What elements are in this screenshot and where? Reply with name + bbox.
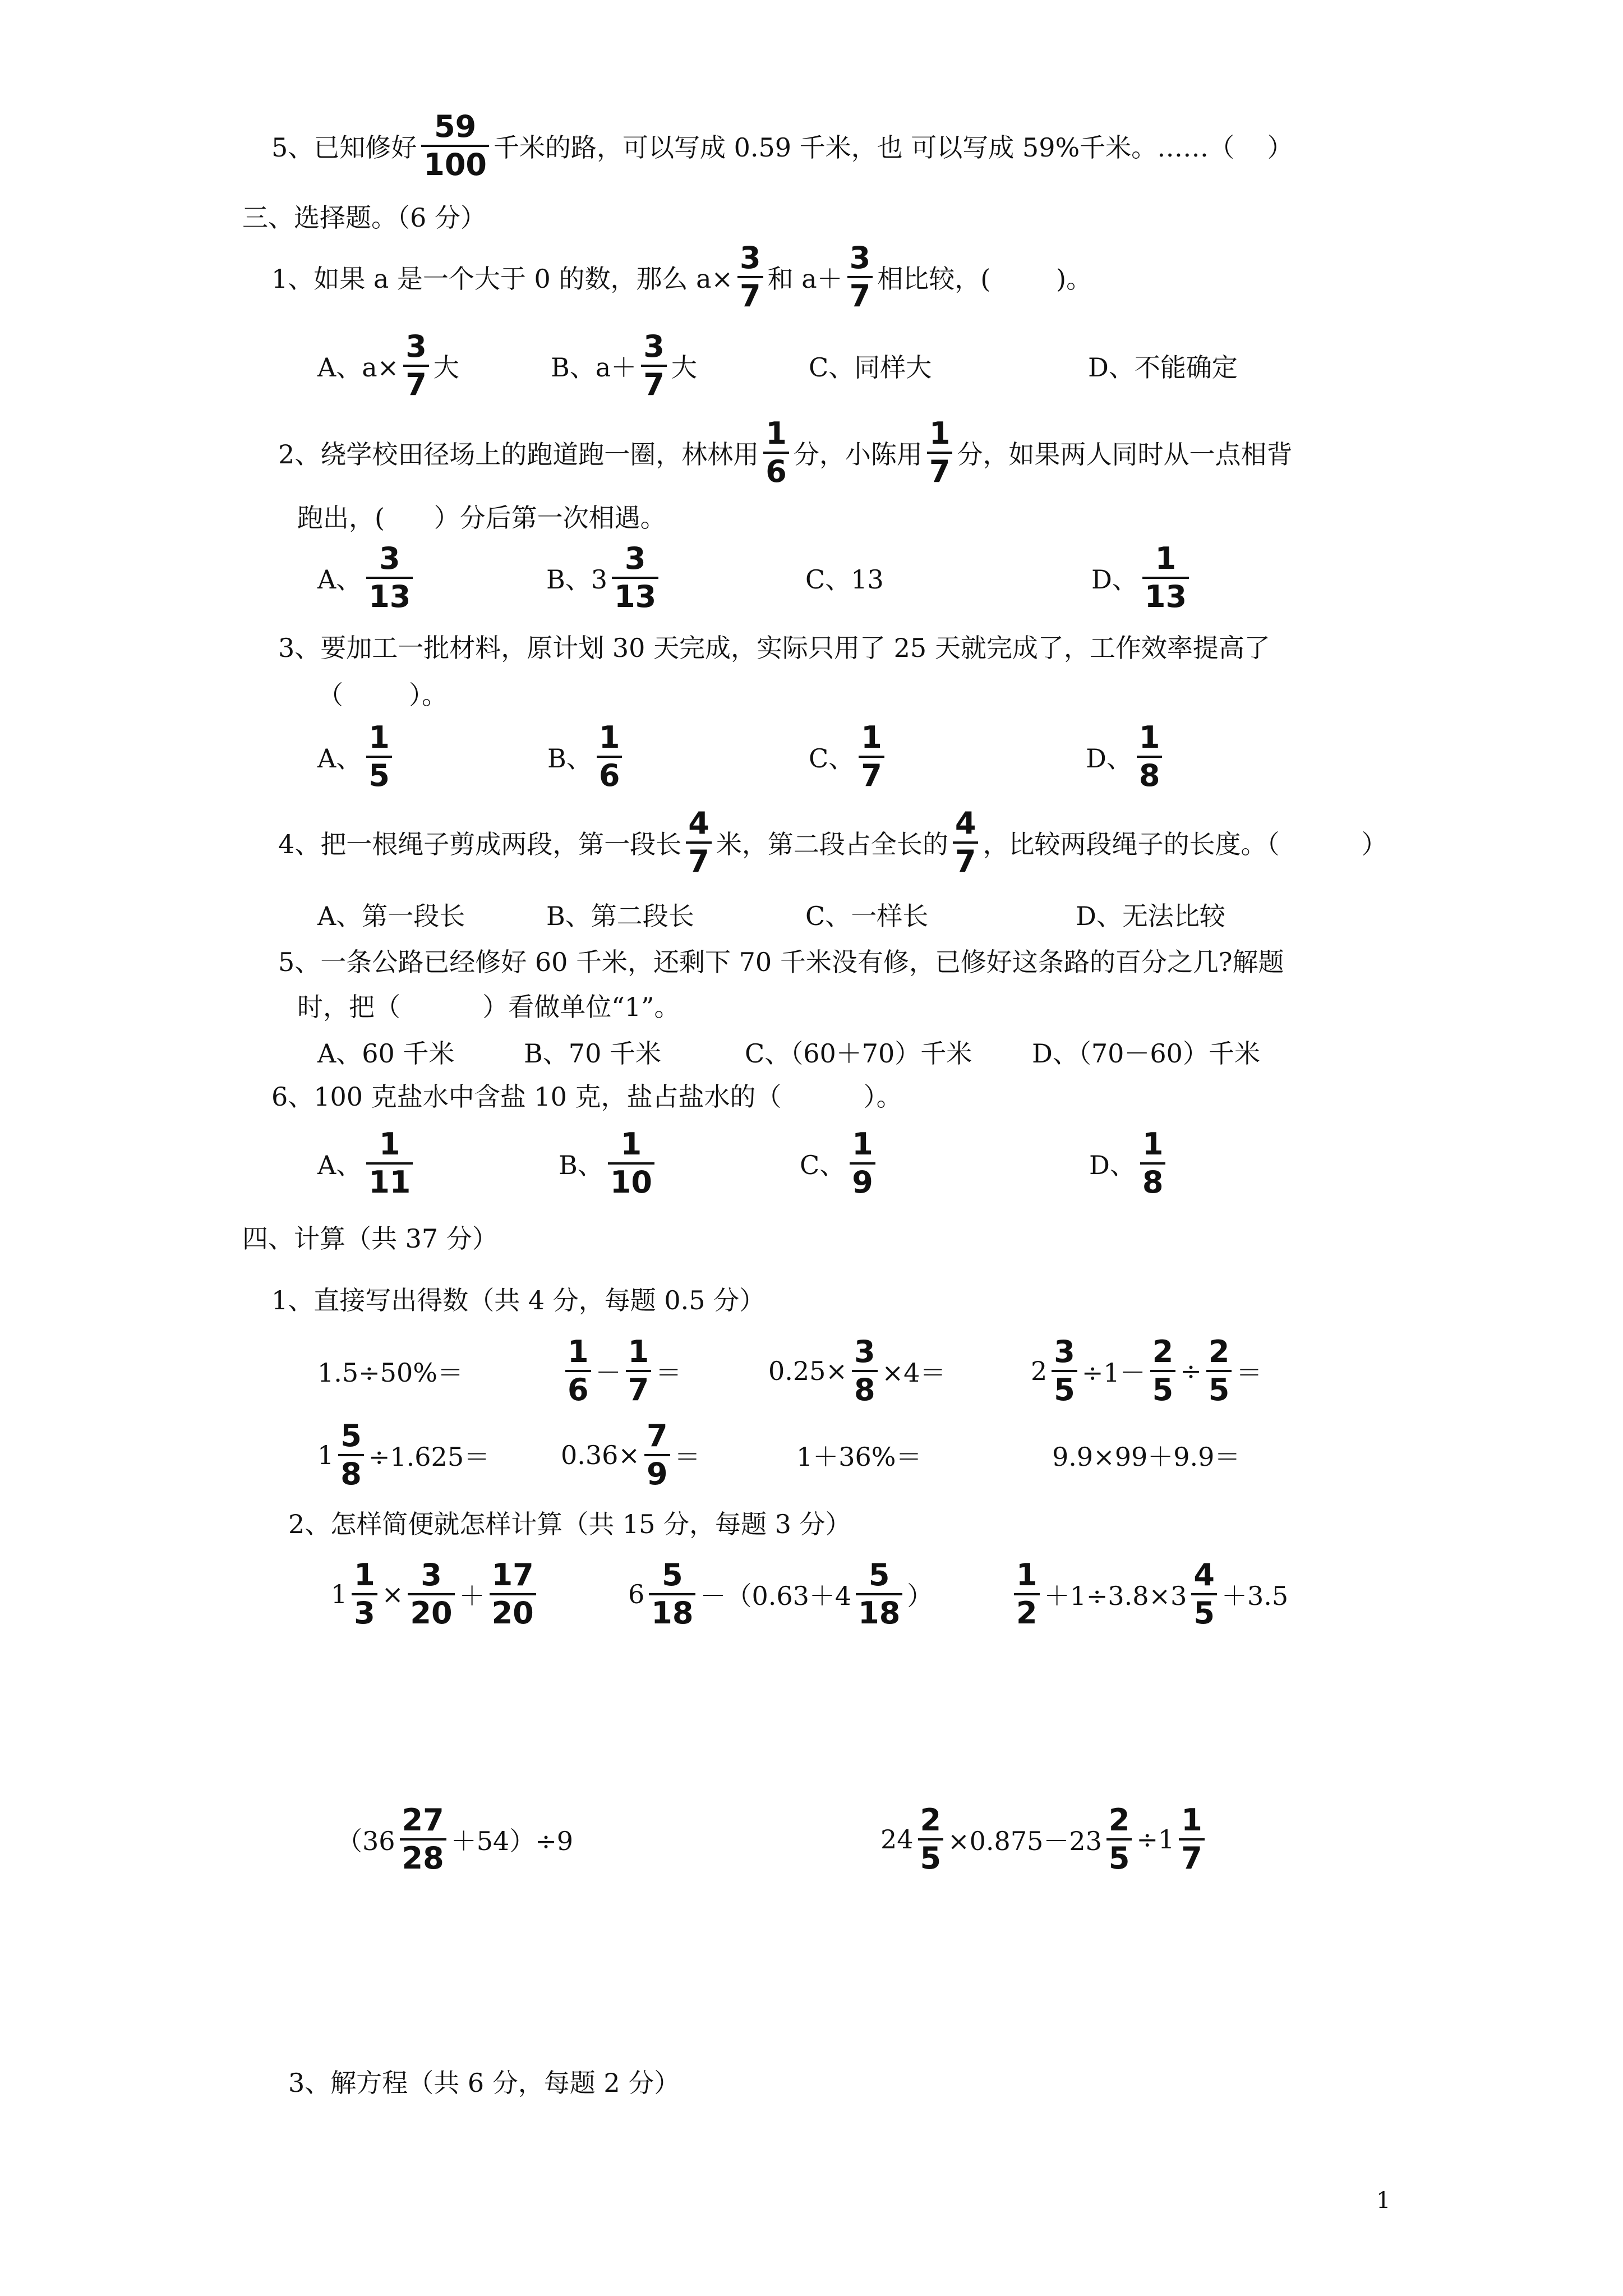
choice-question-4-options <box>0 898 1623 931</box>
fraction-numerator: 3 <box>740 240 761 275</box>
option-1 <box>628 1558 933 1630</box>
fraction-numerator: 1 <box>1138 719 1160 755</box>
section-4-heading: 四、计算（共 37 分） <box>242 1223 498 1254</box>
option-2 <box>796 1419 922 1491</box>
fraction-denominator: 5 <box>1191 1593 1217 1630</box>
text-segment: A、 <box>317 1150 362 1180</box>
fraction-denominator: 2 <box>1014 1593 1040 1630</box>
text-segment: A、60 千米 <box>317 1038 455 1069</box>
fraction <box>918 1803 944 1876</box>
text-segment: 6 <box>628 1579 645 1609</box>
fraction-numerator: 1 <box>1016 1557 1038 1593</box>
fraction <box>597 721 623 793</box>
fraction-numerator: 2 <box>1152 1333 1174 1369</box>
option-1 <box>524 1035 661 1069</box>
text-segment: ÷1 <box>1136 1824 1175 1855</box>
fraction <box>927 417 953 489</box>
fraction <box>847 241 873 314</box>
fraction-denominator: 28 <box>400 1838 446 1875</box>
fraction <box>1014 1558 1040 1631</box>
text-segment: × <box>381 1579 404 1609</box>
option-0 <box>317 898 465 931</box>
calc-part-1-row-1 <box>0 1335 1623 1407</box>
choice-question-4 <box>278 807 1387 878</box>
text-segment: －（0.63＋4 <box>700 1581 852 1611</box>
text-segment: （ ）。 <box>317 680 448 710</box>
fraction-numerator: 1 <box>1181 1802 1202 1838</box>
fraction-numerator: 1 <box>1142 1126 1164 1162</box>
fraction <box>1142 542 1189 614</box>
fraction-numerator: 1 <box>598 719 620 755</box>
fraction-numerator: 1 <box>568 1333 589 1369</box>
calc-part-1-title: 1、直接写出得数（共 4 分，每题 0.5 分） <box>271 1285 766 1315</box>
fraction-numerator: 1 <box>852 1126 873 1162</box>
fraction-denominator: 18 <box>649 1593 695 1630</box>
text-segment: C、 <box>800 1150 846 1180</box>
fraction-denominator: 5 <box>1052 1370 1077 1407</box>
text-segment: 5、已知修好 <box>271 132 417 163</box>
fraction <box>953 807 979 879</box>
fraction <box>1206 1335 1232 1407</box>
choice-question-5-options <box>0 1035 1623 1069</box>
fraction-denominator: 7 <box>847 276 873 313</box>
fraction-numerator: 3 <box>643 328 665 364</box>
text-segment: D、（70－60）千米 <box>1032 1038 1260 1069</box>
fraction-numerator: 5 <box>340 1418 362 1453</box>
text-segment: ÷1－ <box>1081 1358 1146 1388</box>
fraction-numerator: 2 <box>920 1802 942 1838</box>
text-segment: B、 <box>547 743 592 774</box>
fraction-denominator: 18 <box>856 1593 902 1630</box>
fraction <box>400 1803 446 1876</box>
text-segment: ＋ <box>459 1581 485 1611</box>
text-segment: 1.5÷50%＝ <box>317 1358 463 1388</box>
fraction-denominator: 5 <box>1106 1838 1132 1875</box>
text-segment: 4、把一根绳子剪成两段，第一段长 <box>278 829 682 859</box>
fraction <box>1150 1335 1176 1407</box>
text-segment: A、第一段长 <box>317 901 465 931</box>
option-2 <box>800 1128 880 1199</box>
fraction-numerator: 1 <box>368 719 390 755</box>
fraction <box>565 1335 591 1407</box>
option-0 <box>317 1419 490 1491</box>
fraction <box>1140 1128 1166 1200</box>
fraction-numerator: 4 <box>1193 1557 1215 1593</box>
fraction-denominator: 10 <box>608 1162 654 1199</box>
text-segment: 0.36× <box>561 1440 640 1470</box>
text-segment: D、 <box>1089 1150 1136 1180</box>
fraction-numerator: 4 <box>955 805 976 841</box>
fraction-numerator: 3 <box>854 1333 875 1369</box>
text-segment: ×0.875－23 <box>948 1826 1102 1856</box>
choice-question-1-options <box>0 330 1623 402</box>
fraction-denominator: 7 <box>403 365 429 402</box>
option-3 <box>1076 898 1225 931</box>
fraction <box>644 1419 670 1492</box>
text-segment: ，比较两段绳子的长度。（ ） <box>983 829 1387 859</box>
fraction <box>366 1128 413 1200</box>
fraction-denominator: 5 <box>918 1838 944 1875</box>
option-2 <box>805 898 928 931</box>
fraction <box>641 330 667 402</box>
fraction <box>1052 1335 1077 1407</box>
text-segment: 1、如果 a 是一个大于 0 的数，那么 a× <box>271 264 734 294</box>
option-0 <box>317 1128 417 1199</box>
text-segment: ＋3.5 <box>1221 1581 1289 1611</box>
text-segment: B、第二段长 <box>546 901 694 931</box>
text-segment: （36 <box>336 1826 395 1856</box>
fraction <box>1179 1803 1205 1876</box>
option-1 <box>559 1128 659 1199</box>
fraction-denominator: 5 <box>1150 1370 1176 1407</box>
calc-part-2-title: 2、怎样简便就怎样计算（共 15 分，每题 3 分） <box>288 1509 851 1539</box>
fraction-denominator: 20 <box>408 1593 454 1630</box>
text-segment: 1 <box>331 1579 348 1609</box>
fraction-numerator: 3 <box>405 328 427 364</box>
text-segment: C、13 <box>805 564 884 595</box>
fraction-denominator: 7 <box>927 452 953 489</box>
choice-question-3 <box>278 629 1270 663</box>
option-2 <box>1009 1558 1288 1630</box>
option-3 <box>1086 721 1166 793</box>
fraction <box>763 417 789 489</box>
fraction <box>686 807 712 879</box>
option-2 <box>768 1335 946 1407</box>
fraction-denominator: 8 <box>1137 756 1163 793</box>
fraction <box>366 721 392 793</box>
fraction-denominator: 8 <box>852 1370 878 1407</box>
fraction-denominator: 7 <box>686 841 712 878</box>
text-segment: 时，把（ ）看做单位“1”。 <box>297 992 680 1022</box>
fraction <box>1191 1558 1217 1631</box>
fraction-denominator: 9 <box>850 1162 875 1199</box>
text-segment: 0.25× <box>768 1356 847 1386</box>
choice-question-2-continued <box>297 499 666 533</box>
choice-question-3-options <box>0 721 1623 793</box>
choice-question-6 <box>271 1078 902 1112</box>
option-1 <box>880 1803 1209 1875</box>
text-segment: 分，小陈用 <box>793 439 923 470</box>
fraction <box>421 110 489 182</box>
fraction-denominator: 11 <box>366 1162 413 1199</box>
fraction-denominator: 20 <box>490 1593 536 1630</box>
fraction-numerator: 3 <box>1054 1333 1075 1369</box>
fraction <box>352 1558 377 1631</box>
fraction <box>338 1419 364 1492</box>
fraction-numerator: 2 <box>1208 1333 1230 1369</box>
fraction-denominator: 3 <box>352 1593 377 1630</box>
option-1 <box>547 721 626 793</box>
text-segment: ×4＝ <box>882 1358 946 1388</box>
fraction <box>852 1335 878 1407</box>
judgment-item-5 <box>271 110 1293 182</box>
option-0 <box>317 1035 454 1069</box>
calc-part-2-row-1 <box>0 1558 1623 1630</box>
fraction-numerator: 1 <box>929 415 951 451</box>
text-segment: 跑出，( ）分后第一次相遇。 <box>297 503 666 533</box>
option-1 <box>561 1335 681 1407</box>
fraction-numerator: 3 <box>421 1557 442 1593</box>
fraction-denominator: 5 <box>1206 1370 1232 1407</box>
fraction <box>737 241 763 314</box>
fraction-numerator: 3 <box>849 240 871 275</box>
text-segment: 1＋36%＝ <box>796 1442 922 1472</box>
option-3 <box>1031 1335 1262 1407</box>
option-0 <box>317 330 459 402</box>
fraction-numerator: 3 <box>624 540 646 576</box>
text-segment: B、 <box>559 1150 603 1180</box>
fraction-numerator: 1 <box>620 1126 642 1162</box>
option-3 <box>1052 1419 1240 1491</box>
fraction-denominator: 7 <box>737 276 763 313</box>
fraction <box>612 542 658 614</box>
fraction <box>403 330 429 402</box>
text-segment: ＝ <box>1236 1358 1262 1388</box>
choice-question-5 <box>278 944 1284 977</box>
fraction <box>626 1335 652 1407</box>
fraction-denominator: 100 <box>421 145 489 182</box>
choice-question-2 <box>278 417 1292 489</box>
text-segment: ÷1.625＝ <box>368 1442 490 1472</box>
option-0 <box>317 721 396 793</box>
option-1 <box>561 1419 700 1491</box>
text-segment: 米，第二段占全长的 <box>716 829 948 859</box>
fraction-denominator: 9 <box>644 1454 670 1491</box>
option-3 <box>1032 1035 1260 1069</box>
choice-question-2-options <box>0 542 1623 614</box>
option-3 <box>1088 330 1238 402</box>
calc-part-1-row-2 <box>0 1419 1623 1491</box>
fraction <box>859 721 884 793</box>
fraction-denominator: 6 <box>565 1370 591 1407</box>
text-segment: 千米的路，可以写成 0.59 千米，也 可以写成 59%千米。……（ ） <box>494 132 1293 163</box>
choice-question-1 <box>271 241 1092 313</box>
fraction-numerator: 1 <box>766 415 787 451</box>
fraction-denominator: 7 <box>626 1370 652 1407</box>
fraction-numerator: 7 <box>646 1418 668 1453</box>
text-segment: 和 a＋ <box>767 264 843 294</box>
option-3 <box>1091 542 1193 614</box>
calc-part-3-title: 3、解方程（共 6 分，每题 2 分） <box>288 2068 680 2098</box>
fraction <box>408 1558 454 1631</box>
choice-question-6-options <box>0 1128 1623 1199</box>
fraction-numerator: 59 <box>434 108 477 144</box>
text-segment: 分，如果两人同时从一点相背 <box>957 439 1293 470</box>
text-segment: 24 <box>880 1824 914 1855</box>
fraction-numerator: 3 <box>379 540 400 576</box>
fraction <box>1106 1803 1132 1876</box>
option-0 <box>317 1335 463 1407</box>
fraction-denominator: 7 <box>953 841 979 878</box>
fraction-numerator: 1 <box>379 1126 400 1162</box>
fraction-denominator: 8 <box>338 1454 364 1491</box>
fraction-denominator: 8 <box>1140 1162 1166 1199</box>
option-1 <box>546 898 694 931</box>
fraction-numerator: 5 <box>868 1557 890 1593</box>
text-segment: 9.9×99＋9.9＝ <box>1052 1442 1241 1472</box>
fraction <box>1137 721 1163 793</box>
fraction <box>856 1558 902 1631</box>
fraction <box>608 1128 654 1200</box>
text-segment: 5、一条公路已经修好 60 千米，还剩下 70 千米没有修，已修好这条路的百分之几?解题 <box>278 947 1284 977</box>
option-2 <box>745 1035 972 1069</box>
text-segment: B、a＋ <box>551 352 637 383</box>
fraction-numerator: 2 <box>1108 1802 1130 1838</box>
text-segment: 2 <box>1031 1356 1048 1386</box>
text-segment: D、 <box>1086 743 1132 774</box>
fraction-numerator: 27 <box>402 1802 444 1838</box>
option-3 <box>1089 1128 1170 1199</box>
text-segment: D、无法比较 <box>1076 901 1225 931</box>
fraction-numerator: 1 <box>628 1333 649 1369</box>
fraction-numerator: 5 <box>662 1557 683 1593</box>
text-segment: D、 <box>1091 564 1138 595</box>
option-0 <box>331 1558 541 1630</box>
fraction-denominator: 7 <box>859 756 884 793</box>
fraction <box>649 1558 695 1631</box>
fraction-denominator: 7 <box>1179 1838 1205 1875</box>
page-number: 1 <box>1376 2188 1391 2214</box>
fraction-denominator: 6 <box>597 756 623 793</box>
fraction-numerator: 4 <box>688 805 709 841</box>
option-2 <box>809 330 932 402</box>
text-segment: ＝ <box>656 1358 682 1388</box>
text-segment: 6、100 克盐水中含盐 10 克，盐占盐水的（ ）。 <box>271 1082 902 1112</box>
option-1 <box>551 330 697 402</box>
text-segment: ÷ <box>1180 1356 1202 1386</box>
section-3-heading: 三、选择题。（6 分） <box>242 203 486 233</box>
fraction <box>366 542 413 614</box>
text-segment: ＝ <box>674 1442 700 1472</box>
fraction-denominator: 7 <box>641 365 667 402</box>
text-segment: A、a× <box>317 352 399 383</box>
fraction-numerator: 17 <box>491 1557 534 1593</box>
text-segment: B、3 <box>546 564 608 595</box>
fraction-denominator: 6 <box>763 452 789 489</box>
option-2 <box>809 721 889 793</box>
text-segment: 2、绕学校田径场上的跑道跑一圈，林林用 <box>278 439 759 470</box>
text-segment: ＋1÷3.8×3 <box>1044 1581 1187 1611</box>
option-0 <box>336 1803 573 1875</box>
fraction <box>850 1128 875 1200</box>
fraction-denominator: 5 <box>366 756 392 793</box>
text-segment: 大 <box>671 352 697 383</box>
text-segment: ） <box>907 1581 933 1611</box>
text-segment: 大 <box>433 352 459 383</box>
text-segment: 相比较，( )。 <box>877 264 1092 294</box>
text-segment: B、70 千米 <box>524 1038 661 1069</box>
text-segment: － <box>595 1358 621 1388</box>
text-segment: C、同样大 <box>809 352 932 383</box>
calc-part-2-row-2 <box>0 1803 1623 1875</box>
text-segment: 3、要加工一批材料，原计划 30 天完成，实际只用了 25 天就完成了，工作效率提高了 <box>278 633 1270 663</box>
option-1 <box>546 542 663 614</box>
text-segment: D、不能确定 <box>1088 352 1238 383</box>
text-segment: C、 <box>809 743 855 774</box>
text-segment: A、 <box>317 564 362 595</box>
choice-question-5-continued <box>297 988 680 1022</box>
fraction-numerator: 1 <box>861 719 882 755</box>
fraction <box>490 1558 536 1631</box>
choice-question-3-continued <box>317 677 448 710</box>
fraction-numerator: 1 <box>1155 540 1177 576</box>
text-segment: ＋54）÷9 <box>450 1826 574 1856</box>
option-2 <box>805 542 884 614</box>
text-segment: C、（60＋70）千米 <box>745 1038 972 1069</box>
fraction-denominator: 13 <box>366 577 413 614</box>
text-segment: 1 <box>317 1440 334 1470</box>
fraction-denominator: 13 <box>612 577 658 614</box>
text-segment: A、 <box>317 743 362 774</box>
fraction-denominator: 13 <box>1142 577 1189 614</box>
fraction-numerator: 1 <box>354 1557 375 1593</box>
text-segment: C、一样长 <box>805 901 929 931</box>
option-0 <box>317 542 417 614</box>
